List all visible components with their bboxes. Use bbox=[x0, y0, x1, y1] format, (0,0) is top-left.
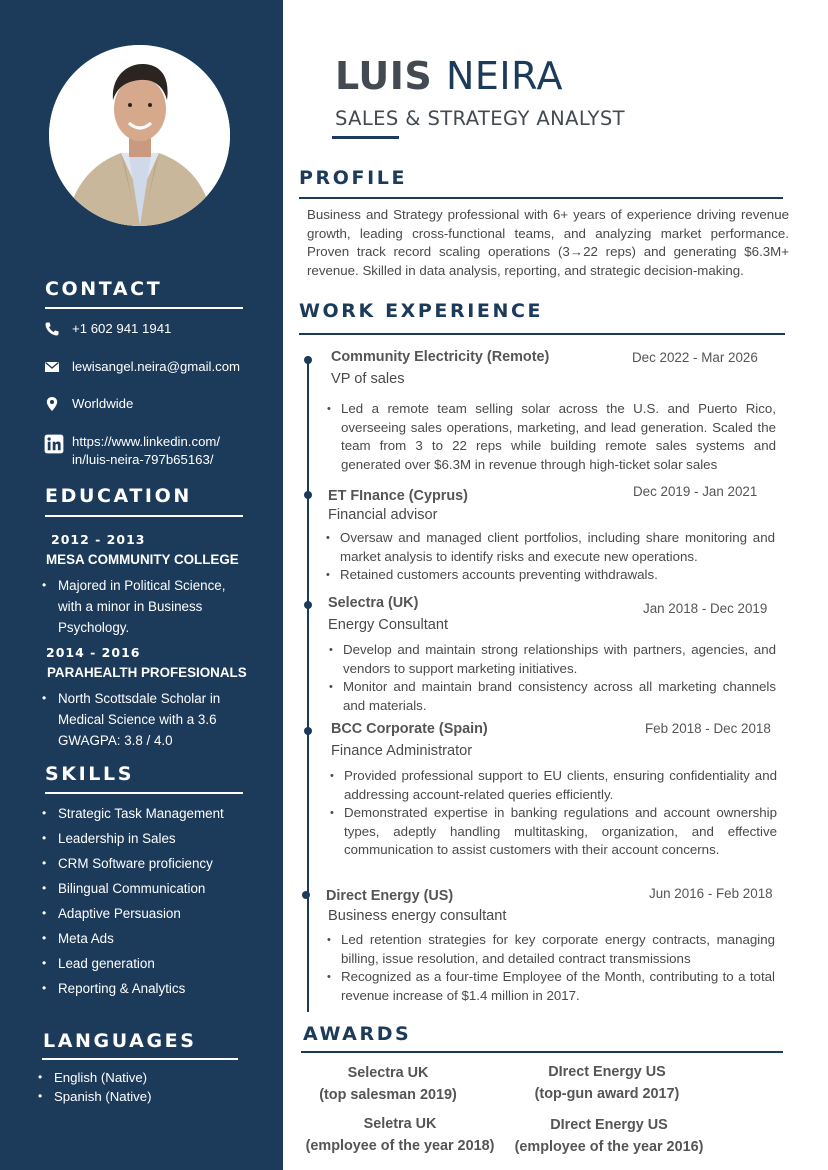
job-3-bullets bbox=[329, 641, 776, 715]
contact-divider bbox=[45, 307, 243, 309]
job-1-dates: Dec 2022 - Mar 2026 bbox=[632, 350, 758, 365]
linkedin-icon bbox=[44, 434, 64, 454]
job-bullet: • Led a remote team selling solar across the U.S. and Puerto Rico, overseeing sales operations, marketing, and lead generation. Scaled the team from 3 to 22 reps while building remote sales systems and generated over $6.3M in revenue through high-ticket solar sales bbox=[327, 400, 776, 474]
education-2-years: 2014 - 2016 bbox=[46, 645, 141, 660]
skill-item: • Reporting & Analytics bbox=[42, 976, 224, 1001]
education-divider bbox=[45, 515, 243, 517]
job-3-dates: Jan 2018 - Dec 2019 bbox=[643, 601, 768, 616]
location-pin-icon bbox=[44, 396, 60, 412]
email-address[interactable]: lewisangel.neira@gmail.com bbox=[72, 359, 241, 374]
skill-item: • Strategic Task Management bbox=[42, 801, 224, 826]
job-5-dates: Jun 2016 - Feb 2018 bbox=[649, 886, 773, 901]
timeline-dot bbox=[304, 356, 312, 364]
timeline-dot bbox=[304, 727, 312, 735]
contact-heading: CONTACT bbox=[45, 278, 163, 300]
award-item bbox=[288, 1062, 488, 1106]
contact-phone bbox=[44, 320, 171, 338]
skill-item: • Lead generation bbox=[42, 951, 224, 976]
job-5-role: Business energy consultant bbox=[328, 908, 507, 924]
job-title: SALES & STRATEGY ANALYST bbox=[335, 107, 625, 130]
skills-heading: SKILLS bbox=[45, 763, 134, 785]
awards-divider bbox=[301, 1051, 783, 1053]
job-4-bullets bbox=[330, 767, 777, 860]
award-detail: (top salesman 2019) bbox=[319, 1087, 457, 1103]
education-1-years: 2012 - 2013 bbox=[51, 532, 146, 547]
location-text: Worldwide bbox=[72, 396, 134, 411]
job-3-company: Selectra (UK) bbox=[328, 595, 419, 611]
education-2-details bbox=[42, 688, 242, 751]
job-bullet: • Retained customers accounts preventing withdrawals. bbox=[326, 566, 775, 585]
education-1-details bbox=[42, 575, 242, 638]
job-bullet: • Oversaw and managed client portfolios, including share monitoring and market analysis to identify risks and execute new operations. bbox=[326, 529, 775, 566]
award-item bbox=[295, 1113, 505, 1157]
job-5-company: Direct Energy (US) bbox=[326, 888, 454, 904]
skills-divider bbox=[45, 792, 243, 794]
job-2-dates: Dec 2019 - Jan 2021 bbox=[633, 484, 758, 499]
profile-photo bbox=[49, 45, 230, 226]
award-org: DIrect Energy US bbox=[550, 1117, 668, 1133]
phone-number[interactable]: +1 602 941 1941 bbox=[72, 321, 172, 336]
phone-icon bbox=[44, 321, 60, 337]
education-2-detail: • North Scottsdale Scholar in Medical Science with a 3.6 GWAGPA: 3.8 / 4.0 bbox=[42, 688, 242, 751]
job-2-bullets bbox=[326, 529, 775, 585]
education-heading: EDUCATION bbox=[45, 485, 192, 507]
work-experience-heading: WORK EXPERIENCE bbox=[299, 300, 544, 322]
language-item: • Spanish (Native) bbox=[38, 1087, 151, 1106]
profile-photo-illustration bbox=[49, 45, 230, 226]
skills-list bbox=[42, 801, 224, 1001]
languages-divider bbox=[42, 1058, 238, 1060]
job-bullet: • Develop and maintain strong relationships with partners, agencies, and vendors to support marketing initiatives. bbox=[329, 641, 776, 678]
title-underline bbox=[332, 136, 399, 139]
work-experience-divider bbox=[299, 333, 785, 335]
linkedin-url-line2[interactable]: in/luis-neira-797b65163/ bbox=[72, 452, 214, 467]
timeline-dot bbox=[302, 891, 310, 899]
skill-item: • CRM Software proficiency bbox=[42, 851, 224, 876]
award-org: DIrect Energy US bbox=[548, 1064, 666, 1080]
contact-email bbox=[44, 358, 240, 376]
language-item: • English (Native) bbox=[38, 1068, 151, 1087]
skill-item: • Leadership in Sales bbox=[42, 826, 224, 851]
candidate-name bbox=[335, 54, 563, 98]
languages-heading: LANGUAGES bbox=[43, 1030, 197, 1052]
profile-heading: PROFILE bbox=[299, 167, 408, 189]
job-1-company: Community Electricity (Remote) bbox=[331, 349, 550, 365]
education-1-detail: • Majored in Political Science, with a minor in Business Psychology. bbox=[42, 575, 242, 638]
timeline-dot bbox=[304, 491, 312, 499]
job-2-role: Financial advisor bbox=[328, 507, 438, 523]
profile-divider bbox=[299, 197, 783, 199]
sidebar bbox=[0, 0, 283, 1170]
job-2-company: ET FInance (Cyprus) bbox=[328, 488, 468, 504]
awards-heading: AWARDS bbox=[303, 1023, 412, 1045]
linkedin-url[interactable] bbox=[72, 433, 220, 469]
award-org: Seletra UK bbox=[363, 1116, 437, 1132]
job-bullet: • Monitor and maintain brand consistency across all marketing channels and materials. bbox=[329, 678, 776, 715]
job-bullet: • Recognized as a four-time Employee of the Month, contributing to a total revenue increase of $1.4 million in 2017. bbox=[327, 968, 775, 1005]
envelope-icon bbox=[44, 359, 60, 375]
award-item bbox=[507, 1061, 707, 1105]
award-org: Selectra UK bbox=[347, 1065, 429, 1081]
award-detail: (top-gun award 2017) bbox=[534, 1086, 680, 1102]
award-detail: (employee of the year 2018) bbox=[305, 1138, 495, 1154]
job-1-bullets bbox=[327, 400, 776, 474]
award-item bbox=[504, 1114, 714, 1158]
job-4-dates: Feb 2018 - Dec 2018 bbox=[645, 721, 771, 736]
linkedin-url-line1[interactable]: https://www.linkedin.com/ bbox=[72, 434, 221, 449]
job-bullet: • Led retention strategies for key corporate energy contracts, managing billing, issue resolution, and detailed contract transmissions bbox=[327, 931, 775, 968]
award-detail: (employee of the year 2016) bbox=[514, 1139, 704, 1155]
last-name: NEIRA bbox=[445, 54, 563, 98]
job-4-role: Finance Administrator bbox=[331, 743, 473, 759]
job-bullet: • Provided professional support to EU clients, ensuring confidentiality and addressing account-related queries efficiently. bbox=[330, 767, 777, 804]
job-4-company: BCC Corporate (Spain) bbox=[331, 721, 488, 737]
profile-summary: Business and Strategy professional with 6+ years of experience driving revenue growth, leading cross-functional teams, and analyzing market performance. Proven track record scaling operations (3→22 reps) and generating $6.3M+ revenue. Skilled in data analysis, reporting, and strategic decision-making. bbox=[307, 207, 789, 278]
job-3-role: Energy Consultant bbox=[328, 617, 449, 633]
languages-list bbox=[38, 1068, 151, 1106]
experience-timeline bbox=[307, 356, 309, 1012]
skill-item: • Bilingual Communication bbox=[42, 876, 224, 901]
contact-linkedin bbox=[44, 433, 220, 469]
job-bullet: • Demonstrated expertise in banking regulations and account ownership types, adeptly handling multitasking, organization, and effective communication to assist customers with their account concerns. bbox=[330, 804, 777, 860]
education-1-school: MESA COMMUNITY COLLEGE bbox=[46, 552, 239, 567]
timeline-dot bbox=[304, 601, 312, 609]
skill-item: • Meta Ads bbox=[42, 926, 224, 951]
contact-location bbox=[44, 395, 133, 413]
first-name: LUIS bbox=[335, 54, 433, 98]
job-5-bullets bbox=[327, 931, 775, 1005]
education-2-school: PARAHEALTH PROFESIONALS bbox=[47, 665, 247, 680]
job-1-role: VP of sales bbox=[331, 371, 405, 387]
skill-item: • Adaptive Persuasion bbox=[42, 901, 224, 926]
